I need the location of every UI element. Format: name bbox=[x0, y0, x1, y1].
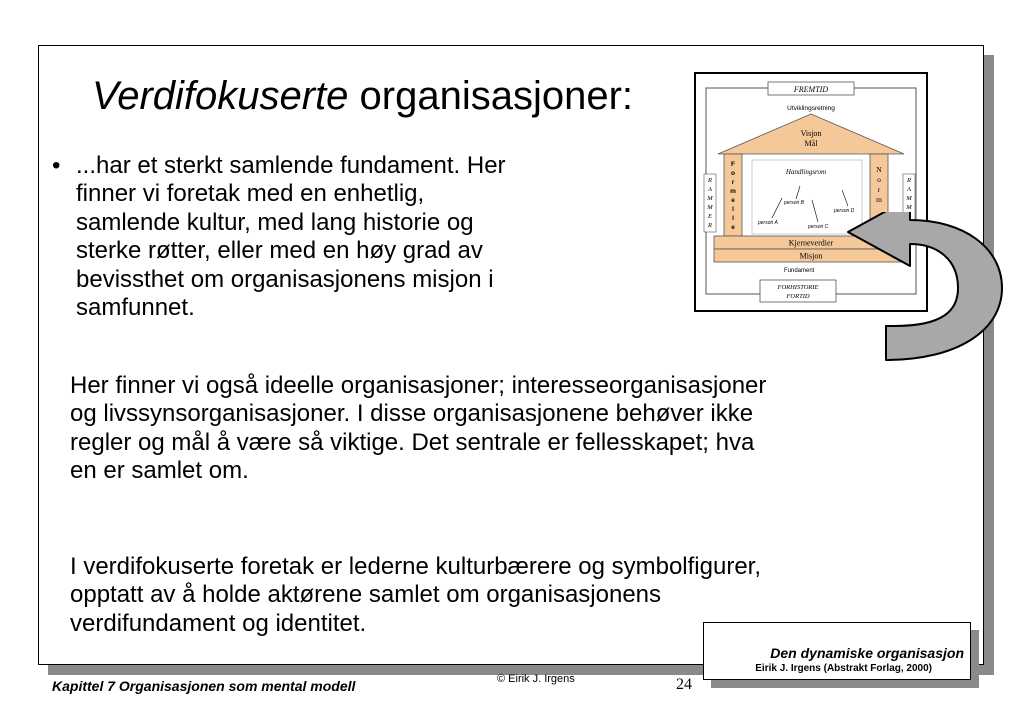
title-italic: Verdifokuserte bbox=[92, 74, 349, 118]
svg-text:l: l bbox=[732, 206, 734, 213]
svg-text:m: m bbox=[730, 188, 736, 195]
paragraph-ideelle: Her finner vi også ideelle organisasjoner; interesseorganisasjoner og livssynsorganisasjoner. I disse organisasjonene behøver ikke regler og mål å være så viktige. Det sentrale er fellesskapet; hva en er samlet om. bbox=[70, 372, 767, 485]
svg-text:A: A bbox=[708, 186, 712, 193]
fortid-label: FORTID bbox=[786, 293, 810, 300]
svg-text:N: N bbox=[876, 165, 882, 174]
svg-text:M: M bbox=[707, 195, 713, 202]
svg-text:r: r bbox=[731, 179, 735, 186]
bullet-dot: • bbox=[52, 152, 61, 179]
curved-arrow-icon bbox=[846, 212, 1014, 362]
svg-text:M: M bbox=[906, 195, 912, 202]
svg-text:E: E bbox=[708, 213, 712, 220]
book-subtitle: Eirik J. Irgens (Abstrakt Forlag, 2000) bbox=[755, 663, 932, 674]
svg-text:e: e bbox=[731, 197, 735, 204]
person-d-label: person D bbox=[834, 208, 855, 214]
page-title bbox=[92, 72, 633, 120]
footer-chapter: Kapittel 7 Organisasjonen som mental modell bbox=[52, 678, 356, 694]
handlingsrom-label: Handlingsrom bbox=[785, 168, 827, 176]
maal-label: Mål bbox=[804, 139, 818, 148]
kjerneverdier-label: Kjerneverdier bbox=[788, 238, 834, 248]
person-c-label: person C bbox=[808, 224, 829, 230]
person-b-label: person B bbox=[784, 200, 805, 206]
visjon-label: Visjon bbox=[800, 129, 822, 138]
title-rest: organisasjoner: bbox=[348, 74, 634, 118]
book-reference-box bbox=[703, 622, 971, 680]
book-title: Den dynamiske organisasjon bbox=[770, 645, 964, 661]
misjon-label: Misjon bbox=[799, 251, 823, 261]
footer-copyright: © Eirik J. Irgens bbox=[497, 673, 575, 685]
utviklingsretning-label: Utviklingsretning bbox=[787, 105, 835, 112]
fremtid-label: FREMTID bbox=[793, 85, 829, 94]
svg-text:o: o bbox=[731, 170, 735, 177]
forhistorie-label: FORHISTORIE bbox=[777, 284, 819, 291]
svg-text:M: M bbox=[707, 204, 713, 211]
svg-text:A: A bbox=[907, 186, 911, 193]
svg-text:l: l bbox=[732, 215, 734, 222]
svg-text:F: F bbox=[731, 161, 735, 168]
svg-text:r: r bbox=[877, 185, 881, 194]
svg-text:M: M bbox=[906, 204, 912, 211]
bullet-item bbox=[52, 152, 652, 322]
person-a-label: person A bbox=[758, 220, 778, 226]
bullet-text: ...har et sterkt samlende fundament. Her finner vi foretak med en enhetlig, samlende kultur, med lang historie og sterke røtter, eller med en høy grad av bevissthet om organisasjonens misjon i samfunnet. bbox=[76, 152, 506, 322]
svg-text:o: o bbox=[877, 175, 881, 184]
svg-text:R: R bbox=[907, 177, 911, 184]
svg-text:R: R bbox=[708, 222, 712, 229]
page-number: 24 bbox=[676, 676, 692, 693]
svg-text:e: e bbox=[731, 224, 735, 231]
paragraph-ledere: I verdifokuserte foretak er lederne kulturbærere og symbolfigurer, opptatt av å holde aktørene samlet om organisasjonens verdifundament og identitet. bbox=[70, 553, 761, 637]
svg-text:R: R bbox=[708, 177, 712, 184]
svg-text:m: m bbox=[876, 195, 882, 204]
fundament-label: Fundament bbox=[784, 268, 815, 274]
